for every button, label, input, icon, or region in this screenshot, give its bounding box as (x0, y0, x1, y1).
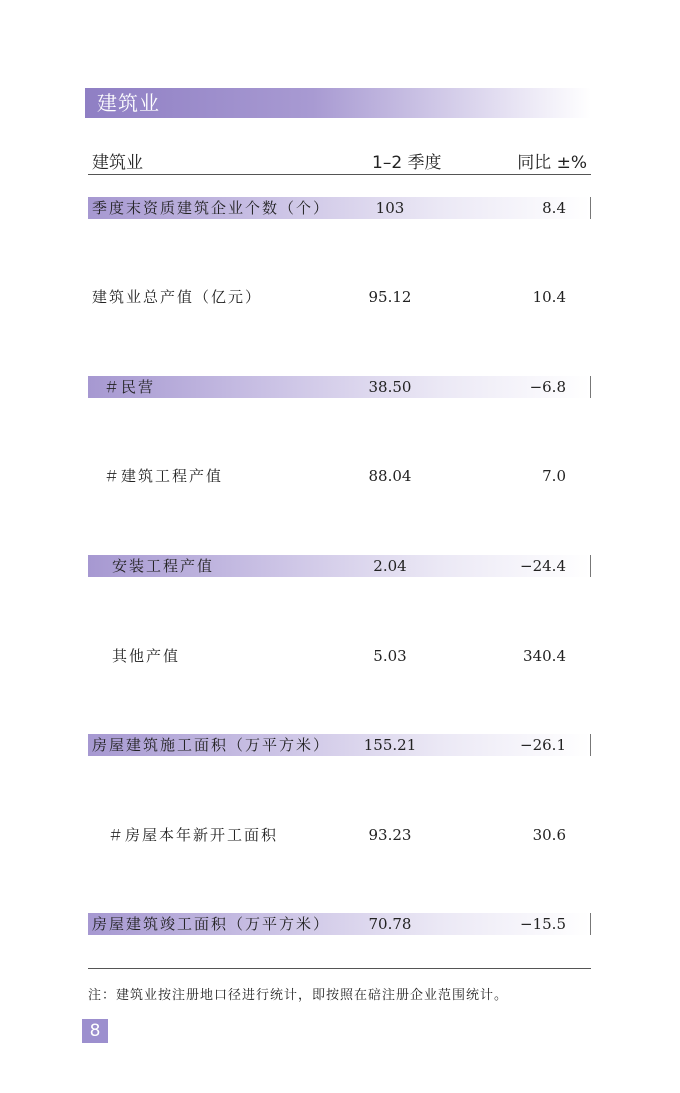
row-right-rule (590, 555, 591, 577)
row-period-value: 155.21 (363, 736, 417, 754)
header-yoy: 同比 ±% (517, 153, 587, 173)
row-yoy-value: −26.1 (520, 736, 566, 754)
row-period-value: 70.78 (368, 915, 412, 933)
row-yoy-value: 340.4 (523, 647, 566, 665)
header-label: 建筑业 (92, 153, 143, 173)
page-number: 8 (82, 1019, 108, 1043)
row-period-value: 93.23 (368, 826, 412, 844)
table-row (88, 465, 591, 487)
table-row (88, 376, 591, 398)
row-right-rule (590, 197, 591, 219)
section-title: 建筑业 (97, 91, 160, 115)
row-label: 房屋建筑施工面积（万平方米） (92, 736, 331, 754)
section-banner (85, 88, 591, 118)
footnote: 注：建筑业按注册地口径进行统计，即按照在碚注册企业范围统计。 (88, 988, 509, 1003)
row-label: 安装工程产值 (112, 557, 215, 575)
row-yoy-value: 30.6 (532, 826, 566, 844)
table-row (88, 824, 591, 846)
table-row (88, 734, 591, 756)
header-period: 1–2 季度 (372, 153, 442, 173)
row-label: ＃民营 (104, 378, 156, 396)
row-label: 建筑业总产值（亿元） (92, 288, 263, 306)
row-label: 房屋建筑竣工面积（万平方米） (92, 915, 331, 933)
row-right-rule (590, 376, 591, 398)
table-bottom-rule (88, 968, 591, 969)
row-right-rule (590, 734, 591, 756)
row-period-value: 103 (375, 199, 405, 217)
row-yoy-value: 7.0 (542, 467, 566, 485)
row-shading (88, 376, 590, 398)
table-row (88, 555, 591, 577)
table-row (88, 645, 591, 667)
row-yoy-value: −15.5 (520, 915, 566, 933)
table-header (88, 140, 591, 175)
row-period-value: 88.04 (368, 467, 412, 485)
table-row (88, 197, 591, 219)
row-label: ＃房屋本年新开工面积 (108, 826, 279, 844)
row-yoy-value: −24.4 (520, 557, 566, 575)
row-yoy-value: −6.8 (529, 378, 566, 396)
row-label: ＃建筑工程产值 (104, 467, 224, 485)
row-period-value: 5.03 (373, 647, 407, 665)
row-yoy-value: 10.4 (532, 288, 566, 306)
row-yoy-value: 8.4 (542, 199, 566, 217)
row-period-value: 2.04 (373, 557, 407, 575)
table-row (88, 913, 591, 935)
row-right-rule (590, 913, 591, 935)
row-period-value: 38.50 (368, 378, 412, 396)
row-label: 季度末资质建筑企业个数（个） (92, 199, 331, 217)
row-label: 其他产值 (112, 647, 181, 665)
row-period-value: 95.12 (368, 288, 412, 306)
table-row (88, 286, 591, 308)
